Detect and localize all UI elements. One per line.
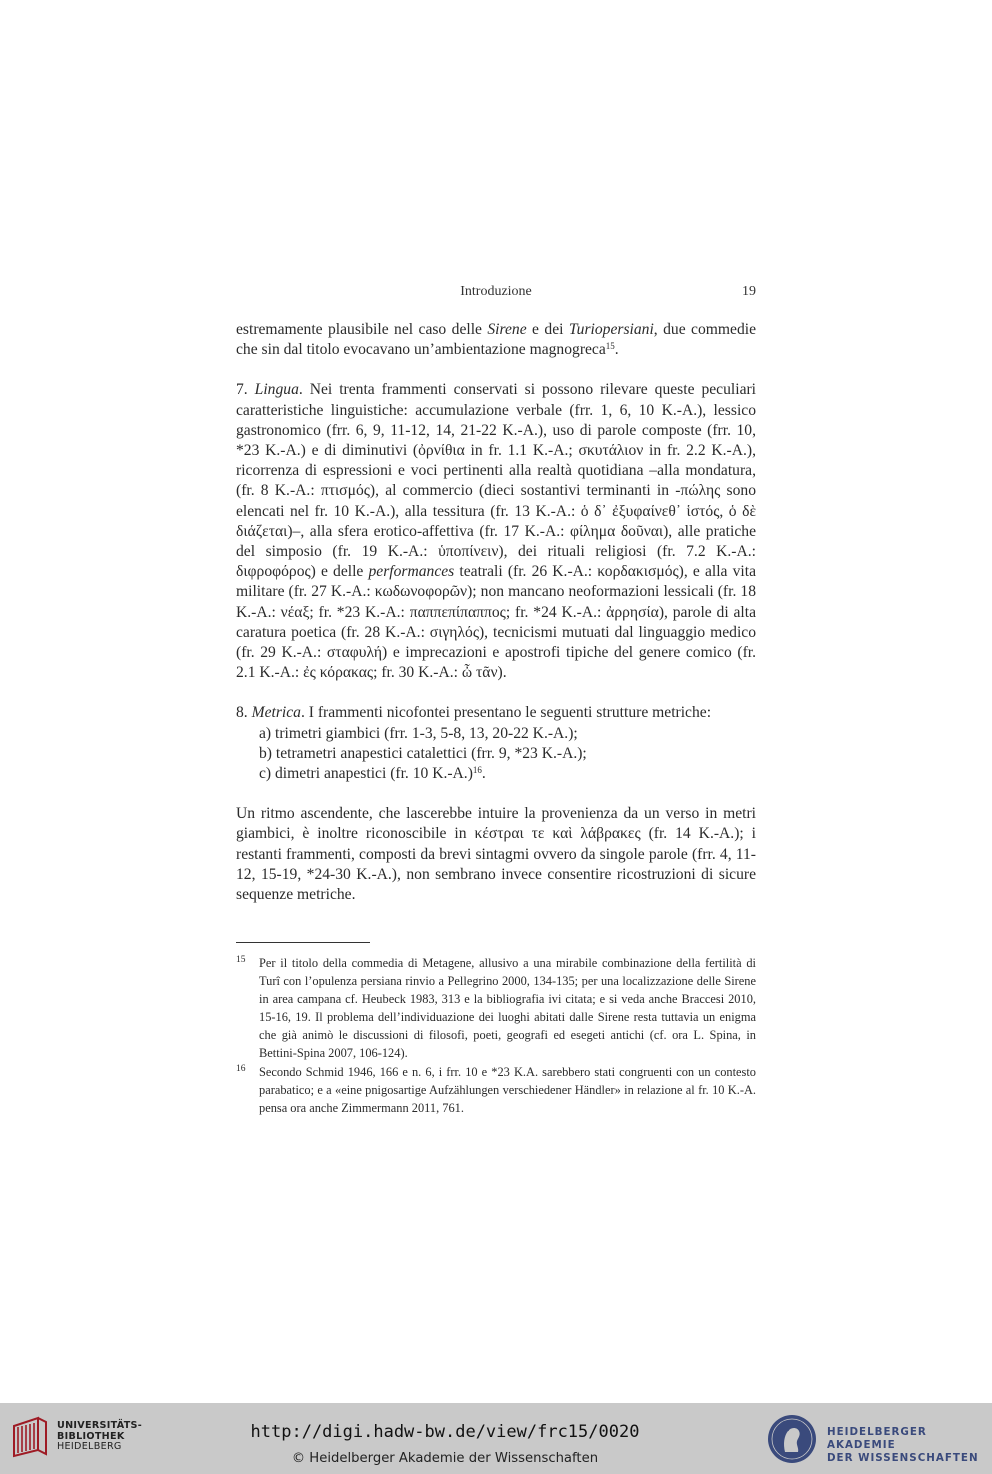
list-item: b) tetrametri anapestici catalettici (frr. 9, *23 K.-A.); bbox=[259, 744, 587, 762]
copyright-notice: © Heidelberger Akademie der Wissenschaften bbox=[291, 1451, 599, 1466]
academy-name: HEIDELBERGER AKADEMIE DER WISSENSCHAFTEN bbox=[827, 1426, 979, 1464]
footer-bar bbox=[0, 1403, 992, 1474]
paragraph-continuation: estremamente plausibile nel caso delle Sirene e dei Turiopersiani, due commedie che sin dal titolo evocavano un’ambientazione magnogreca$^{15}$. bbox=[236, 321, 756, 359]
footnote-text: Secondo Schmid 1946, 166 e n. 6, i frr. 10 e *23 K.A. sarebbero stati congruenti con un contesto parabatico; e a «eine pnigosartige Aufzählungen verschiedener Händler» in relazione al fr. 10 K.-A. pensa ora anche Zimmermann 2011, 761. bbox=[259, 1065, 756, 1115]
section-label-lingua: Lingua bbox=[254, 381, 299, 399]
footnote-mark: 15 bbox=[236, 955, 246, 965]
footnote-text: Per il titolo della commedia di Metagene, allusivo a una mirabile combinazione della fertilità di Turî con l’opulenza persiana rinvio a Pellegrino 2000, 134-135; per una localizzazione delle Sirene in area campana cf. Heubeck 1983, 313 e la bibliografia ivi citata; e si veda anche Braccesi 2010, 15-16, 19. Il problema dell’individuazione dei luoghi abitati dalle Sirene resta tuttavia un enigma che già animò le discussioni di filosofi, poeti, geografi ed esegeti antichi (cf. ora L. Spina, in Bettini-Spina 2007, 106-124). bbox=[259, 956, 756, 1060]
paragraph-rhythm: Un ritmo ascendente, che lascerebbe intuire la provenienza da un verso in metri giambici, è inoltre riconoscibile in κέστραι τε καὶ λάβρακες (fr. 14 K.-A.); i restanti frammenti, composti da brevi sintagmi ovvero da singole parole (frr. 4, 11-12, 15-19, *24-30 K.-A.), non sembrano invece consentire ricostruzioni di sicure sequenze metriche. bbox=[236, 805, 756, 904]
university-library-logo-icon[interactable] bbox=[12, 1416, 48, 1458]
footnote-16 bbox=[236, 1063, 756, 1117]
academy-seal-icon[interactable] bbox=[767, 1414, 817, 1464]
footnote-ref-15[interactable]: 15 bbox=[605, 341, 615, 352]
running-head bbox=[236, 284, 756, 302]
list-item: a) trimetri giambici (frr. 1-3, 5-8, 13, 20-22 K.-A.); bbox=[259, 724, 578, 742]
page-number: 19 bbox=[742, 284, 756, 299]
body-text bbox=[236, 320, 756, 905]
permalink-url[interactable]: http://digi.hadw-bw.de/view/frc15/0020 bbox=[250, 1422, 640, 1442]
footnote-divider bbox=[236, 942, 370, 943]
paragraph-lingua: 7. Lingua. Nei trenta frammenti conservati si possono rilevare queste peculiari caratteristiche linguistiche: accumulazione verbale (frr. 1, 6, 10 K.-A.), lessico gastronomico (frr. 6, 9, 11-12, 14, 21-22 K.-A.), uso di parole composte (frr. 10, *23 K.-A.) e di diminutivi (ὀρνίθια in fr. 1.1 K.-A.; σκυτάλιον in fr. 2.2 K.-A.), ricorrenza di espressioni e voci pertinenti alla realtà quotidiana –alla mondatura, (fr. 8 K.-A.: πτισμός), al commercio (dieci sostantivi terminanti in -πώλης sono elencati nel fr. 10 K.-A.), alla tessitura (fr. 13 K.-A.: ὁ δ᾽ ἐξυφαίνεθ᾽ ἱστός, ὁ δὲ διάζεται)–, alla sfera erotico-affettiva (fr. 17 K.-A.: φίλημα δοῦναι), alle pratiche del simposio (fr. 19 K.-A.: ὑποπίνειν), dei rituali religiosi (fr. 7.2 K.-A.: διφροφόρος) e delle performances teatrali (fr. 26 K.-A.: κορδακισμός), e alla vita militare (fr. 27 K.-A.: κωδωνοφορῶν); non mancano neoformazioni lessicali (fr. 18 K.-A.: νέαξ; fr. *23 K.-A.: παππεπίπαππος; fr. *24 K.-A.: ἀρρησία), parole di alta caratura poetica (fr. 28 K.-A.: σιγηλός), tecnicismi mutuati dal linguaggio medico (fr. 29 K.-A.: σταφυλή) e imprecazioni e apostrofi tipiche del genere comico (fr. 2.1 K.-A.: ἐς κόρακας; fr. 30 K.-A.: ὦ τᾶν). bbox=[236, 381, 757, 682]
footnote-mark: 16 bbox=[236, 1064, 246, 1074]
paragraph-metrica: 8. Metrica. I frammenti nicofontei presentano le seguenti strutture metriche: bbox=[236, 704, 712, 722]
footnote-15 bbox=[236, 954, 756, 1062]
university-library-name: UNIVERSITÄTS- BIBLIOTHEK HEIDELBERG bbox=[57, 1420, 143, 1452]
footnotes bbox=[236, 954, 756, 1118]
running-head-title: Introduzione bbox=[460, 284, 532, 299]
list-item: c) dimetri anapestici (fr. 10 K.-A.)$^{16}$. bbox=[259, 765, 486, 783]
section-label-metrica: Metrica bbox=[251, 704, 301, 722]
footnote-ref-16[interactable]: 16 bbox=[472, 765, 482, 776]
